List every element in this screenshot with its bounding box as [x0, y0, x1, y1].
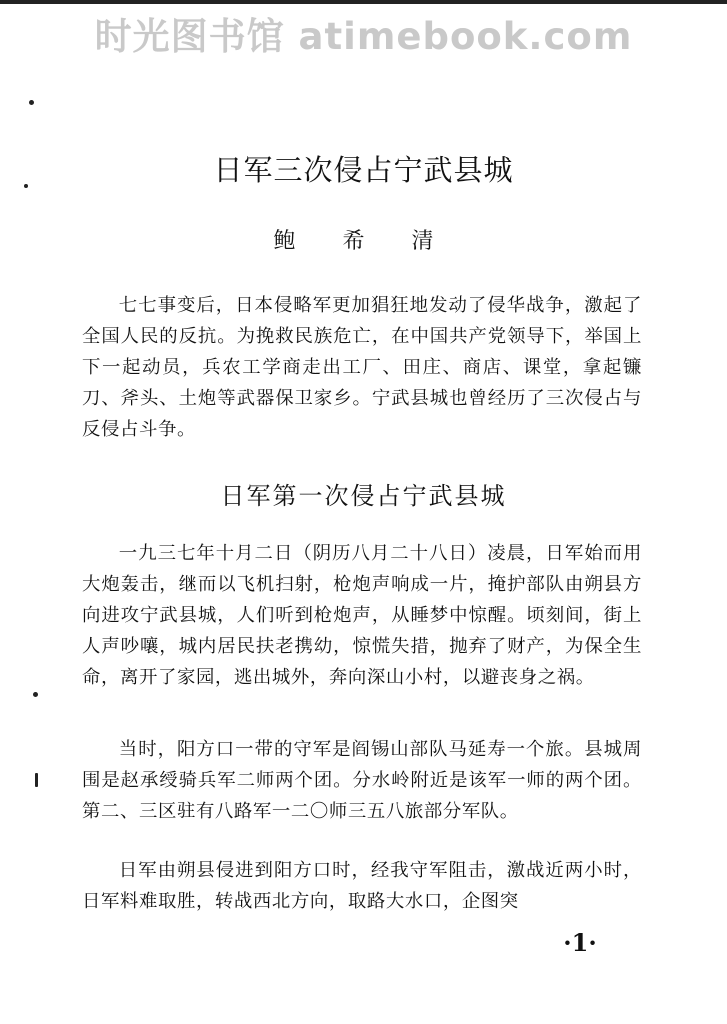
article-title: 日军三次侵占宁武县城 — [213, 153, 514, 187]
top-border-rule — [0, 0, 727, 4]
page-number: ·1· — [563, 928, 597, 957]
intro-paragraph: 七七事变后，日本侵略军更加猖狂地发动了侵华战争，激起了全国人民的反抗。为挽救民族危亡，在中国共产党领导下，举国上下一起动员，兵农工学商走出工厂、田庄、商店、课堂，拿起镰刀、斧头、土炮等武器保卫家乡。宁武县城也曾经历了三次侵占与反侵占斗争。 — [82, 295, 642, 440]
margin-speck — [35, 773, 38, 787]
section-title: 日军第一次侵占宁武县城 — [220, 482, 507, 510]
watermark: 时光图书馆 atimebook.com — [94, 15, 633, 58]
body-paragraph-3: 日军由朔县侵进到阳方口时，经我守军阻击，激战近两小时，日军料难取胜，转战西北方向，取路大水口，企图突 — [82, 860, 642, 912]
author-name: 鲍 希 清 — [273, 229, 454, 254]
body-paragraph-2: 当时，阳方口一带的守军是阎锡山部队马延寿一个旅。县城周围是赵承绶骑兵军二师两个团。分水岭附近是该军一师的两个团。第二、三区驻有八路军一二〇师三五八旅部分军队。 — [82, 739, 642, 822]
body-paragraph-1: 一九三七年十月二日（阴历八月二十八日）凌晨，日军始而用大炮轰击，继而以飞机扫射，枪炮声响成一片，掩护部队由朔县方向进攻宁武县城，人们听到枪炮声，从睡梦中惊醒。顷刻间，街上人声吵嚷，城内居民扶老携幼，惊慌失措，抛弃了财产，为保全生命，离开了家园，逃出城外，奔向深山小村，以避丧身之祸。 — [82, 543, 642, 688]
margin-speck — [33, 692, 38, 697]
margin-speck — [29, 100, 34, 105]
